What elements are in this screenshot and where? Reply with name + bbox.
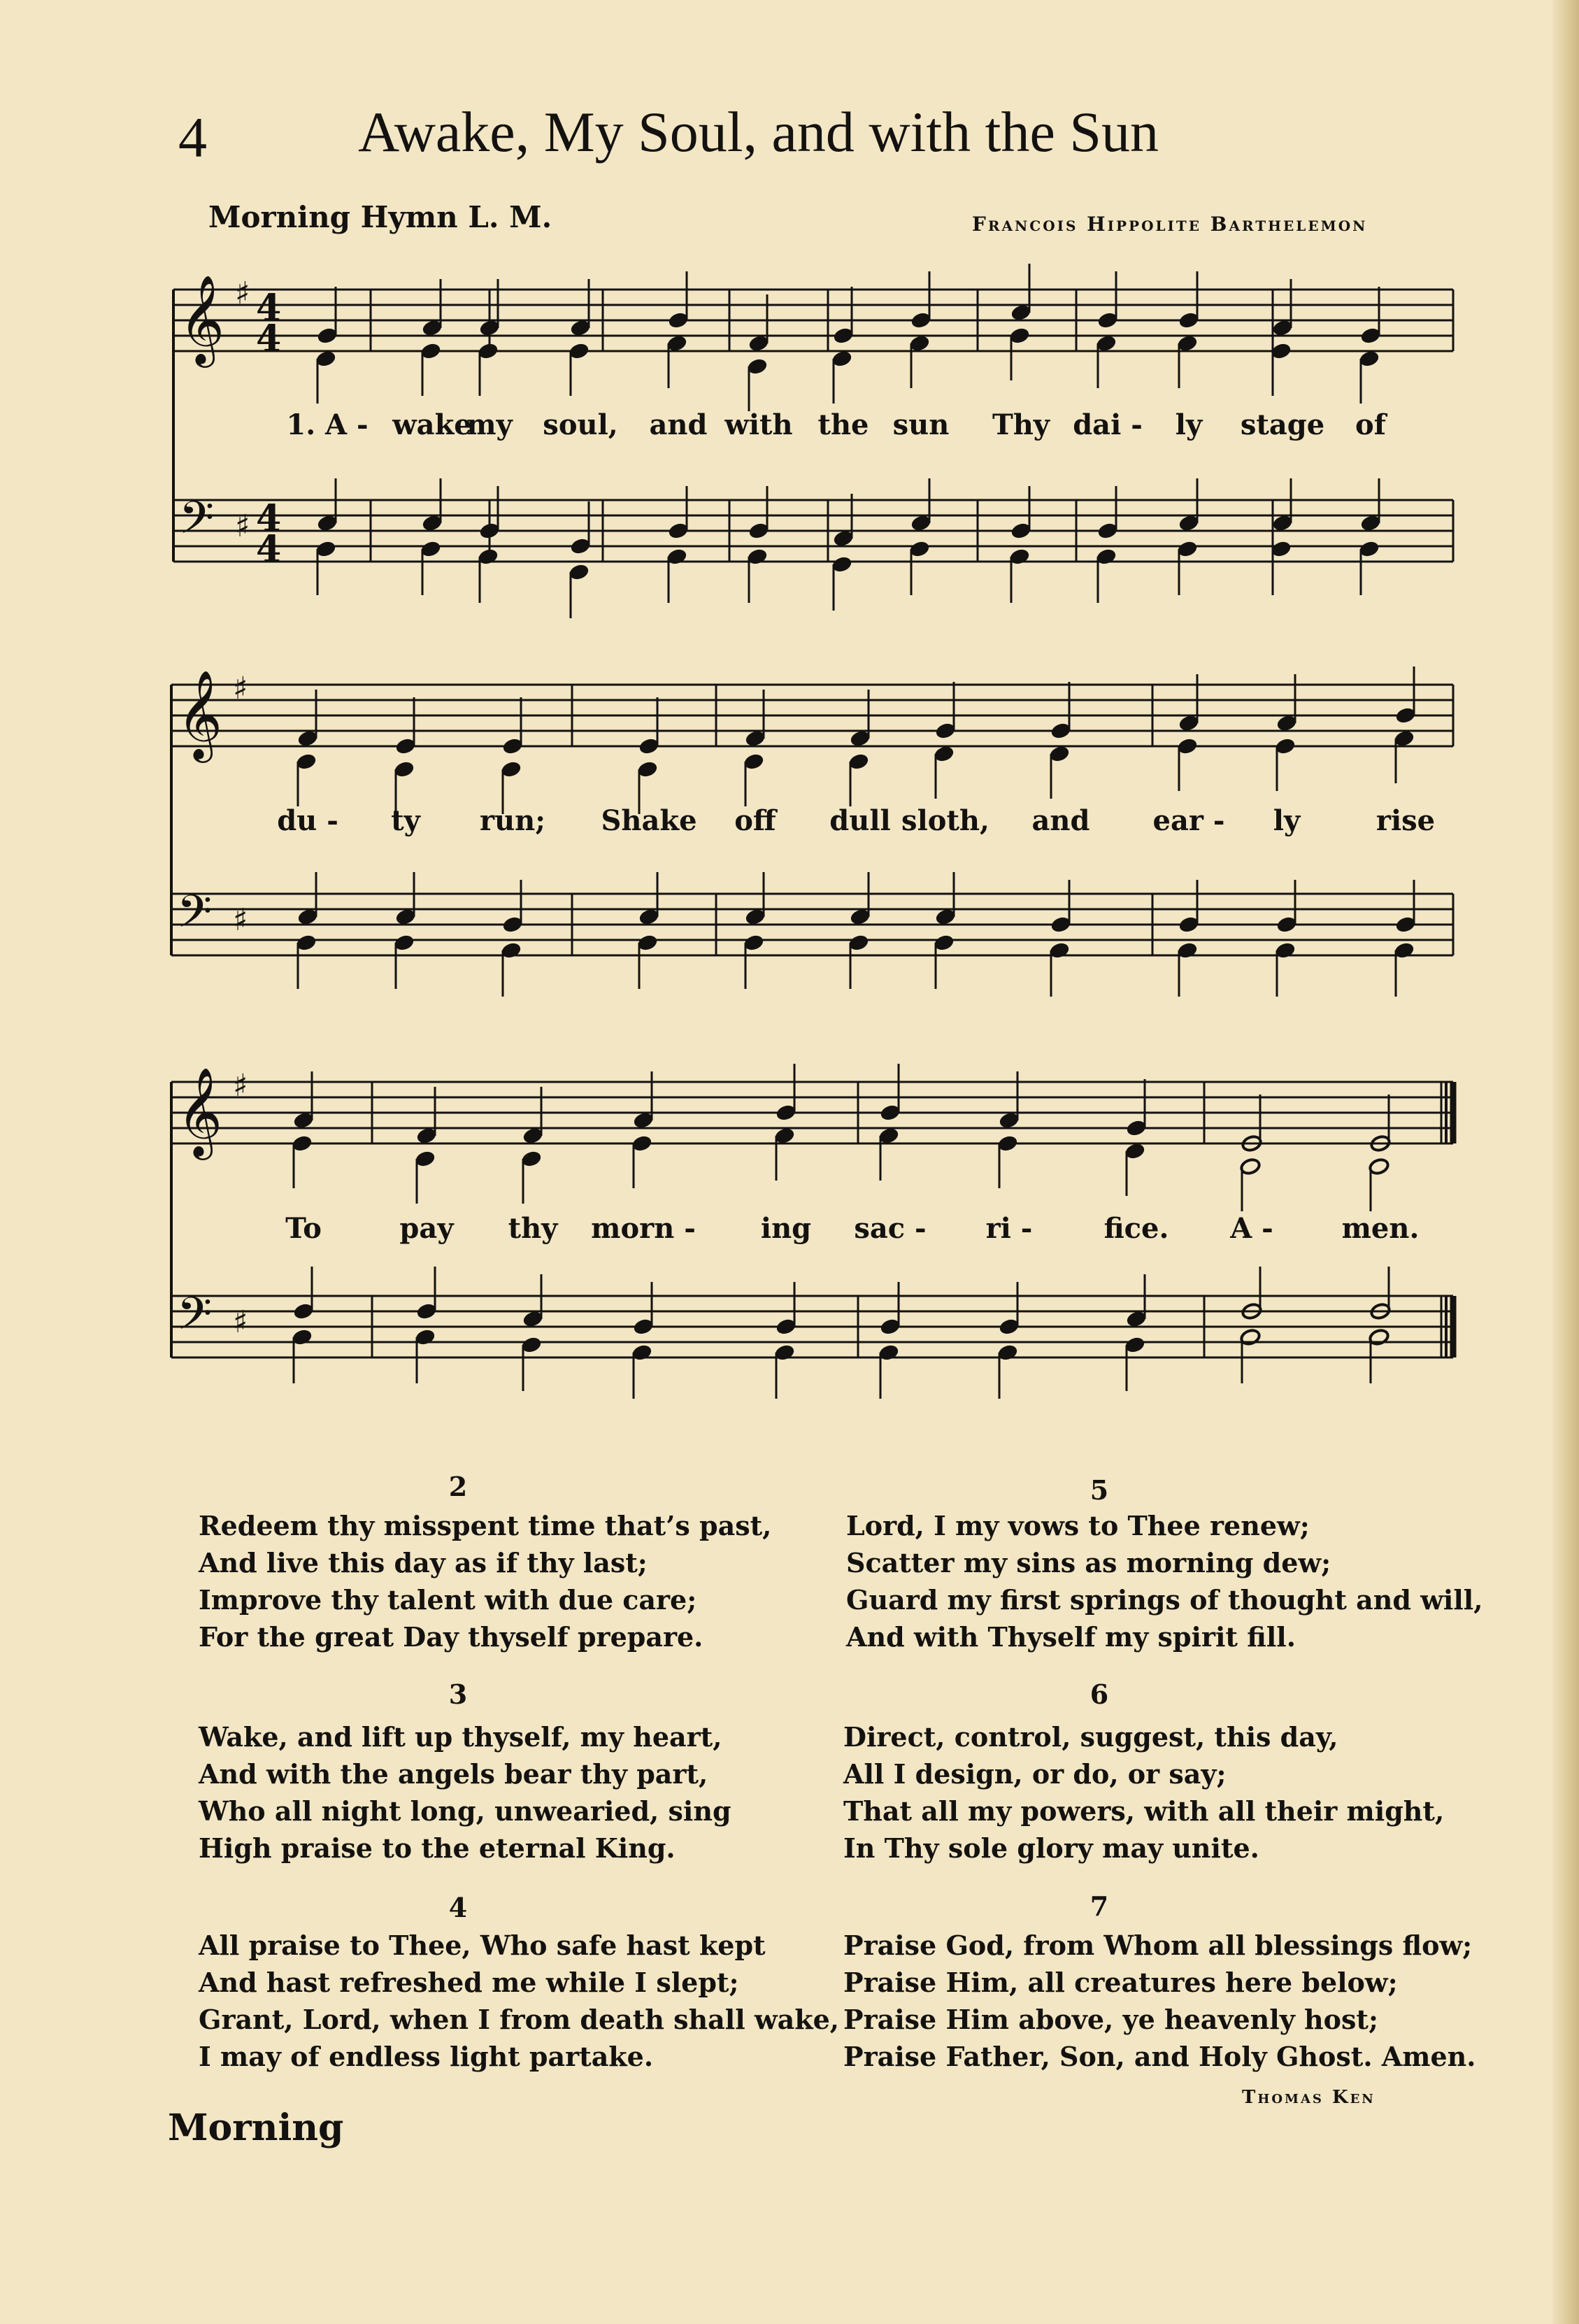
verse-line: Praise Him, all creatures here below; (843, 1967, 1398, 1998)
verse-number: 2 (448, 1471, 468, 1502)
tune-name: Morning Hymn L. M. (208, 200, 552, 234)
treble-clef-icon: 𝄞 (179, 274, 225, 364)
bass-clef-icon: 𝄢 (177, 1288, 213, 1351)
lyric-syllable: and (1031, 804, 1090, 837)
verse-line: In Thy sole glory may unite. (843, 1832, 1259, 1864)
verse-line: That all my powers, with all their might, (843, 1795, 1445, 1827)
time-signature: 4 (256, 497, 282, 540)
lyric-syllable: ty (391, 804, 420, 837)
lyric-syllable: Thy (992, 408, 1050, 441)
verse-line: Who all night long, unwearied, sing (199, 1795, 731, 1827)
lyric-syllable: stage (1240, 408, 1325, 441)
lyric-syllable: ear - (1152, 804, 1225, 837)
lyric-syllable: wake (392, 408, 472, 441)
verse-line: And with Thyself my spirit fill. (846, 1621, 1296, 1653)
lyric-syllable: fice. (1103, 1212, 1169, 1245)
treble-clef-icon: 𝄞 (177, 1067, 223, 1156)
lyric-syllable: ly (1273, 804, 1301, 837)
lyric-syllable: of (1355, 408, 1386, 441)
lyric-syllable: off (734, 804, 776, 837)
verse-number: 5 (1089, 1474, 1109, 1506)
lyric-syllable: dai - (1073, 408, 1143, 441)
composer-credit: Francois Hippolite Barthelemon (972, 213, 1368, 236)
lyric-syllable: du - (277, 804, 338, 837)
bass-clef-icon: 𝄢 (179, 492, 215, 555)
lyric-syllable: dull (829, 804, 891, 837)
time-signature: 4 (256, 287, 282, 329)
time-signature: 4 (256, 318, 282, 360)
verse-line: Guard my first springs of thought and will, (846, 1584, 1483, 1616)
lyric-syllable: soul, (543, 408, 618, 441)
verse-line: Direct, control, suggest, this day, (843, 1721, 1338, 1753)
verse-line: Lord, I my vows to Thee renew; (846, 1510, 1310, 1541)
sharp-icon: ♯ (233, 671, 248, 706)
verse-line: Praise God, from Whom all blessings flow; (843, 1930, 1473, 1961)
lyric-syllable: with (724, 408, 793, 441)
lyric-syllable: morn - (591, 1212, 696, 1245)
lyric-syllable: ing (760, 1212, 812, 1245)
text-author: Thomas Ken (1242, 2087, 1376, 2108)
lyric-syllable: sloth, (901, 804, 989, 837)
lyric-syllable: rise (1376, 804, 1436, 837)
sharp-icon: ♯ (235, 508, 250, 544)
verse-line: All I design, or do, or say; (843, 1758, 1227, 1790)
verse-line: Improve thy talent with due care; (199, 1584, 697, 1616)
verse-number: 7 (1089, 1890, 1109, 1922)
verse-line: Scatter my sins as morning dew; (846, 1547, 1331, 1578)
verse-line: And live this day as if thy last; (199, 1547, 648, 1578)
lyric-syllable: men. (1341, 1212, 1420, 1245)
lyric-syllable: A - (1230, 1212, 1273, 1245)
lyric-syllable: sun (892, 408, 950, 441)
sharp-icon: ♯ (233, 1304, 248, 1340)
lyric-syllable: sac - (854, 1212, 927, 1245)
sharp-icon: ♯ (233, 1068, 248, 1104)
verse-number: 6 (1089, 1678, 1109, 1710)
lyric-syllable: Shake (601, 804, 697, 837)
lyric-syllable: 1. A - (286, 408, 369, 441)
section-label: Morning (168, 2106, 344, 2149)
verse-line: All praise to Thee, Who safe hast kept (199, 1930, 766, 1961)
verse-line: Wake, and lift up thyself, my heart, (199, 1721, 722, 1753)
verse-line: For the great Day thyself prepare. (199, 1621, 703, 1653)
verse-line: Grant, Lord, when I from death shall wake, (199, 2004, 839, 2035)
page-number: 4 (178, 106, 207, 169)
verse-line: Praise Father, Son, and Holy Ghost. Amen. (843, 2041, 1476, 2072)
verse-number: 4 (448, 1892, 468, 1923)
lyric-syllable: and (649, 408, 708, 441)
time-signature: 4 (256, 528, 282, 571)
lyric-syllable: To (285, 1212, 322, 1245)
lyric-syllable: thy (508, 1212, 558, 1245)
bass-clef-icon: 𝄢 (177, 886, 213, 949)
hymn-title: Awake, My Soul, and with the Sun (358, 100, 1159, 164)
verse-line: Redeem thy misspent time that’s past, (199, 1510, 772, 1541)
lyric-syllable: the (817, 408, 869, 441)
lyric-syllable: pay (399, 1212, 454, 1245)
lyric-syllable: my (466, 408, 513, 441)
verse-line: And hast refreshed me while I slept; (199, 1967, 739, 1998)
lyric-syllable: ri - (985, 1212, 1033, 1245)
verse-number: 3 (448, 1678, 468, 1710)
lyric-syllable: ly (1175, 408, 1203, 441)
verse-line: Praise Him above, ye heavenly host; (843, 2004, 1378, 2035)
verse-line: I may of endless light partake. (199, 2041, 654, 2072)
lyric-syllable: run; (479, 804, 546, 837)
treble-clef-icon: 𝄞 (177, 669, 223, 759)
verse-line: And with the angels bear thy part, (199, 1758, 708, 1790)
sharp-icon: ♯ (235, 276, 250, 311)
sharp-icon: ♯ (233, 902, 248, 938)
verse-line: High praise to the eternal King. (199, 1832, 676, 1864)
